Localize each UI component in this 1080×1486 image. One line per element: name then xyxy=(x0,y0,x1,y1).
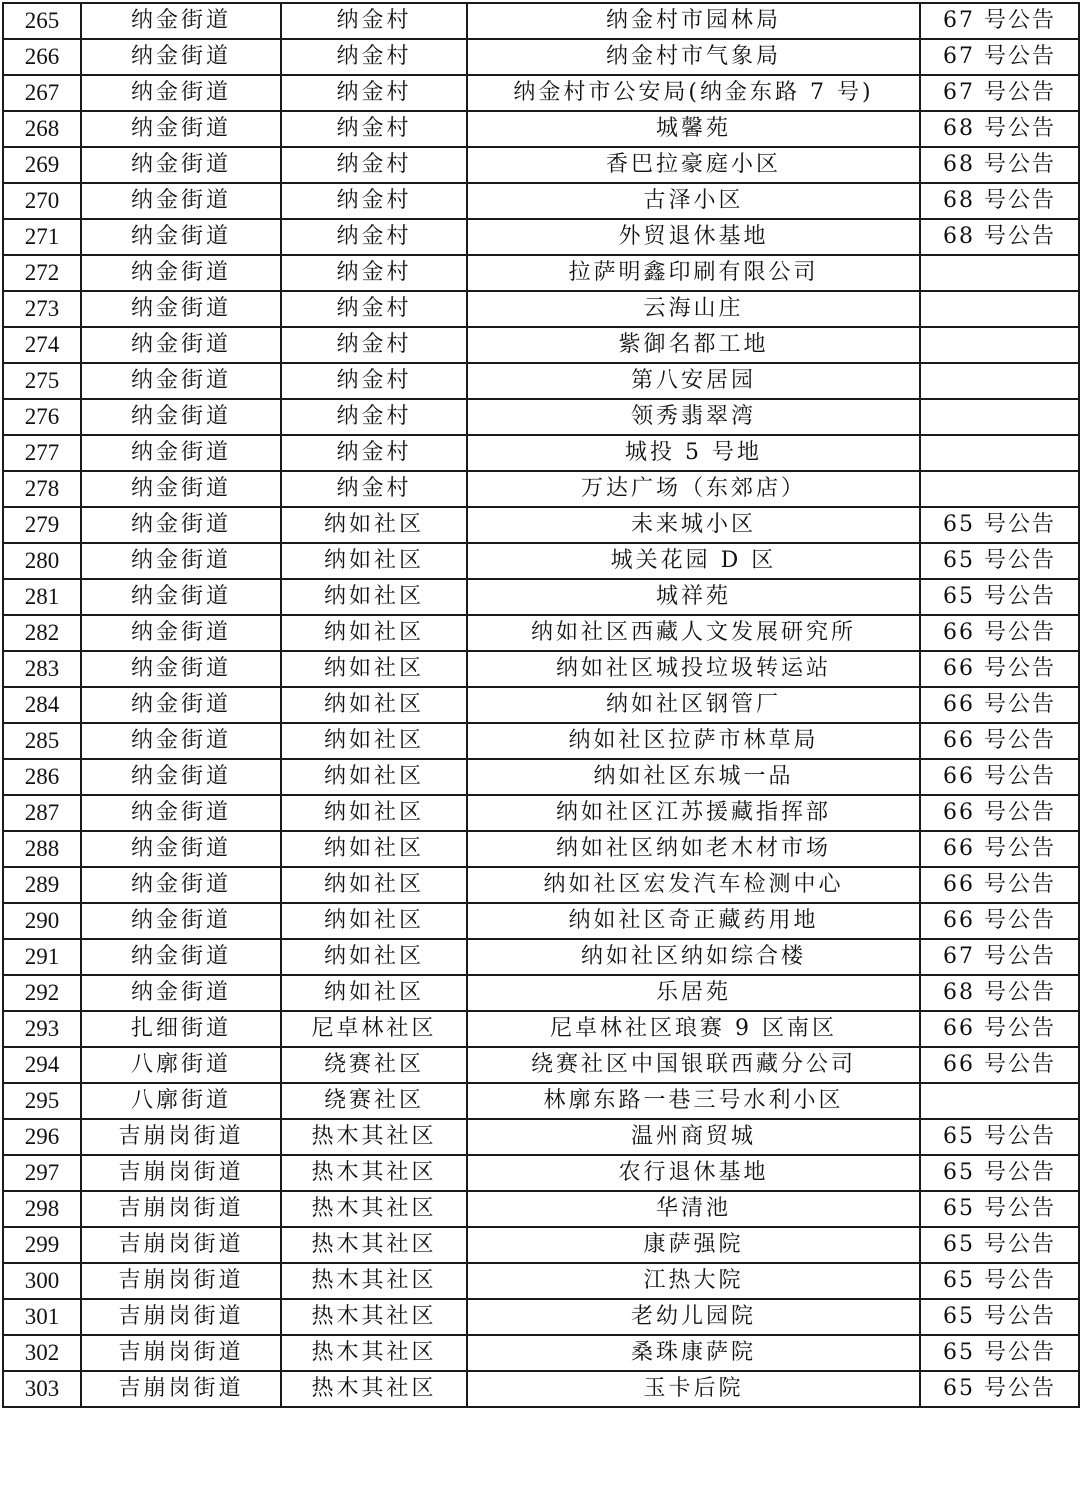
table-row xyxy=(3,147,1079,183)
row-number: 267 xyxy=(3,75,81,111)
notice-cell: 65 号公告 xyxy=(920,1227,1079,1263)
table-row xyxy=(3,255,1079,291)
subdistrict-cell: 纳金街道 xyxy=(81,75,281,111)
subdistrict-cell: 纳金街道 xyxy=(81,3,281,39)
location-cell: 外贸退休基地 xyxy=(467,219,920,255)
row-number: 298 xyxy=(3,1191,81,1227)
subdistrict-cell: 纳金街道 xyxy=(81,399,281,435)
notice-cell: 66 号公告 xyxy=(920,867,1079,903)
row-number: 286 xyxy=(3,759,81,795)
row-number: 291 xyxy=(3,939,81,975)
notice-cell: 68 号公告 xyxy=(920,219,1079,255)
community-cell: 纳如社区 xyxy=(281,615,467,651)
subdistrict-cell: 纳金街道 xyxy=(81,795,281,831)
table-row xyxy=(3,1299,1079,1335)
row-number: 296 xyxy=(3,1119,81,1155)
subdistrict-cell: 纳金街道 xyxy=(81,579,281,615)
notice-cell: 66 号公告 xyxy=(920,1047,1079,1083)
table-row xyxy=(3,111,1079,147)
community-cell: 纳金村 xyxy=(281,435,467,471)
table-row xyxy=(3,1155,1079,1191)
location-cell: 绕赛社区中国银联西藏分公司 xyxy=(467,1047,920,1083)
table-row xyxy=(3,1191,1079,1227)
community-cell: 纳金村 xyxy=(281,327,467,363)
table-row xyxy=(3,975,1079,1011)
subdistrict-cell: 纳金街道 xyxy=(81,507,281,543)
community-cell: 纳如社区 xyxy=(281,939,467,975)
notice-cell: 65 号公告 xyxy=(920,579,1079,615)
community-cell: 纳金村 xyxy=(281,471,467,507)
row-number: 285 xyxy=(3,723,81,759)
subdistrict-cell: 八廓街道 xyxy=(81,1047,281,1083)
subdistrict-cell: 纳金街道 xyxy=(81,39,281,75)
row-number: 300 xyxy=(3,1263,81,1299)
row-number: 280 xyxy=(3,543,81,579)
row-number: 279 xyxy=(3,507,81,543)
table-row xyxy=(3,1083,1079,1119)
table-row xyxy=(3,1119,1079,1155)
row-number: 289 xyxy=(3,867,81,903)
location-cell: 纳如社区钢管厂 xyxy=(467,687,920,723)
notice-cell xyxy=(920,435,1079,471)
location-cell: 纳如社区宏发汽车检测中心 xyxy=(467,867,920,903)
row-number: 272 xyxy=(3,255,81,291)
community-cell: 热木其社区 xyxy=(281,1227,467,1263)
table-row xyxy=(3,1335,1079,1371)
table-row xyxy=(3,1011,1079,1047)
row-number: 287 xyxy=(3,795,81,831)
notice-cell: 66 号公告 xyxy=(920,903,1079,939)
notice-cell: 67 号公告 xyxy=(920,75,1079,111)
community-cell: 纳金村 xyxy=(281,255,467,291)
community-cell: 纳如社区 xyxy=(281,687,467,723)
notice-cell xyxy=(920,1083,1079,1119)
row-number: 271 xyxy=(3,219,81,255)
table-row xyxy=(3,615,1079,651)
table-row xyxy=(3,1227,1079,1263)
notice-cell: 66 号公告 xyxy=(920,651,1079,687)
subdistrict-cell: 纳金街道 xyxy=(81,651,281,687)
location-cell: 拉萨明鑫印刷有限公司 xyxy=(467,255,920,291)
subdistrict-cell: 纳金街道 xyxy=(81,255,281,291)
notice-cell: 66 号公告 xyxy=(920,615,1079,651)
notice-cell: 66 号公告 xyxy=(920,687,1079,723)
subdistrict-cell: 纳金街道 xyxy=(81,615,281,651)
table-row xyxy=(3,579,1079,615)
location-cell: 古泽小区 xyxy=(467,183,920,219)
community-cell: 纳如社区 xyxy=(281,831,467,867)
location-cell: 华清池 xyxy=(467,1191,920,1227)
table-row xyxy=(3,1047,1079,1083)
notice-cell xyxy=(920,399,1079,435)
row-number: 299 xyxy=(3,1227,81,1263)
row-number: 268 xyxy=(3,111,81,147)
table-row xyxy=(3,795,1079,831)
subdistrict-cell: 纳金街道 xyxy=(81,291,281,327)
table-row xyxy=(3,831,1079,867)
subdistrict-cell: 纳金街道 xyxy=(81,219,281,255)
subdistrict-cell: 纳金街道 xyxy=(81,831,281,867)
location-cell: 城祥苑 xyxy=(467,579,920,615)
row-number: 294 xyxy=(3,1047,81,1083)
row-number: 274 xyxy=(3,327,81,363)
community-cell: 热木其社区 xyxy=(281,1371,467,1407)
row-number: 283 xyxy=(3,651,81,687)
subdistrict-cell: 纳金街道 xyxy=(81,327,281,363)
location-cell: 玉卡后院 xyxy=(467,1371,920,1407)
notice-cell: 65 号公告 xyxy=(920,507,1079,543)
subdistrict-cell: 纳金街道 xyxy=(81,435,281,471)
table-row xyxy=(3,291,1079,327)
location-cell: 紫御名都工地 xyxy=(467,327,920,363)
notice-cell xyxy=(920,471,1079,507)
subdistrict-cell: 吉崩岗街道 xyxy=(81,1263,281,1299)
notice-cell: 66 号公告 xyxy=(920,1011,1079,1047)
notice-cell: 65 号公告 xyxy=(920,1155,1079,1191)
subdistrict-cell: 吉崩岗街道 xyxy=(81,1335,281,1371)
row-number: 275 xyxy=(3,363,81,399)
community-cell: 纳金村 xyxy=(281,147,467,183)
community-cell: 尼卓林社区 xyxy=(281,1011,467,1047)
subdistrict-cell: 纳金街道 xyxy=(81,147,281,183)
community-cell: 热木其社区 xyxy=(281,1299,467,1335)
notice-cell: 68 号公告 xyxy=(920,111,1079,147)
row-number: 297 xyxy=(3,1155,81,1191)
location-cell: 未来城小区 xyxy=(467,507,920,543)
location-cell: 农行退休基地 xyxy=(467,1155,920,1191)
row-number: 269 xyxy=(3,147,81,183)
notice-cell xyxy=(920,291,1079,327)
notice-cell: 65 号公告 xyxy=(920,1263,1079,1299)
location-cell: 康萨强院 xyxy=(467,1227,920,1263)
community-cell: 纳如社区 xyxy=(281,579,467,615)
location-cell: 城馨苑 xyxy=(467,111,920,147)
community-cell: 纳如社区 xyxy=(281,867,467,903)
subdistrict-cell: 吉崩岗街道 xyxy=(81,1191,281,1227)
notice-cell: 65 号公告 xyxy=(920,1119,1079,1155)
row-number: 277 xyxy=(3,435,81,471)
community-cell: 纳金村 xyxy=(281,363,467,399)
community-cell: 纳如社区 xyxy=(281,975,467,1011)
subdistrict-cell: 纳金街道 xyxy=(81,687,281,723)
subdistrict-cell: 纳金街道 xyxy=(81,903,281,939)
table-row xyxy=(3,39,1079,75)
row-number: 273 xyxy=(3,291,81,327)
document-table-container xyxy=(2,2,1078,1408)
location-cell: 纳如社区城投垃圾转运站 xyxy=(467,651,920,687)
notice-cell: 66 号公告 xyxy=(920,795,1079,831)
row-number: 282 xyxy=(3,615,81,651)
community-cell: 纳金村 xyxy=(281,219,467,255)
community-cell: 纳金村 xyxy=(281,3,467,39)
table-body xyxy=(3,3,1079,1407)
community-cell: 纳金村 xyxy=(281,399,467,435)
location-cell: 老幼儿园院 xyxy=(467,1299,920,1335)
subdistrict-cell: 纳金街道 xyxy=(81,111,281,147)
location-cell: 纳金村市气象局 xyxy=(467,39,920,75)
notice-cell: 65 号公告 xyxy=(920,543,1079,579)
row-number: 288 xyxy=(3,831,81,867)
subdistrict-cell: 纳金街道 xyxy=(81,543,281,579)
location-cell: 纳如社区纳如老木材市场 xyxy=(467,831,920,867)
table-row xyxy=(3,543,1079,579)
subdistrict-cell: 纳金街道 xyxy=(81,183,281,219)
subdistrict-cell: 纳金街道 xyxy=(81,939,281,975)
community-cell: 纳如社区 xyxy=(281,723,467,759)
row-number: 281 xyxy=(3,579,81,615)
closure-list-table xyxy=(2,2,1080,1408)
row-number: 301 xyxy=(3,1299,81,1335)
table-row xyxy=(3,723,1079,759)
community-cell: 纳如社区 xyxy=(281,759,467,795)
table-row xyxy=(3,399,1079,435)
row-number: 303 xyxy=(3,1371,81,1407)
table-row xyxy=(3,903,1079,939)
row-number: 270 xyxy=(3,183,81,219)
location-cell: 纳如社区西藏人文发展研究所 xyxy=(467,615,920,651)
location-cell: 桑珠康萨院 xyxy=(467,1335,920,1371)
community-cell: 热木其社区 xyxy=(281,1191,467,1227)
location-cell: 纳如社区东城一品 xyxy=(467,759,920,795)
community-cell: 纳如社区 xyxy=(281,507,467,543)
notice-cell: 66 号公告 xyxy=(920,759,1079,795)
row-number: 295 xyxy=(3,1083,81,1119)
row-number: 266 xyxy=(3,39,81,75)
community-cell: 热木其社区 xyxy=(281,1155,467,1191)
notice-cell: 68 号公告 xyxy=(920,147,1079,183)
notice-cell xyxy=(920,327,1079,363)
location-cell: 温州商贸城 xyxy=(467,1119,920,1155)
community-cell: 纳金村 xyxy=(281,39,467,75)
location-cell: 纳如社区奇正藏药用地 xyxy=(467,903,920,939)
location-cell: 万达广场（东郊店） xyxy=(467,471,920,507)
table-row xyxy=(3,1263,1079,1299)
subdistrict-cell: 吉崩岗街道 xyxy=(81,1371,281,1407)
notice-cell: 67 号公告 xyxy=(920,939,1079,975)
location-cell: 云海山庄 xyxy=(467,291,920,327)
location-cell: 纳金村市园林局 xyxy=(467,3,920,39)
subdistrict-cell: 纳金街道 xyxy=(81,867,281,903)
community-cell: 纳金村 xyxy=(281,111,467,147)
row-number: 278 xyxy=(3,471,81,507)
subdistrict-cell: 纳金街道 xyxy=(81,363,281,399)
community-cell: 纳金村 xyxy=(281,183,467,219)
table-row xyxy=(3,363,1079,399)
community-cell: 纳如社区 xyxy=(281,543,467,579)
row-number: 290 xyxy=(3,903,81,939)
table-row xyxy=(3,687,1079,723)
table-row xyxy=(3,219,1079,255)
subdistrict-cell: 纳金街道 xyxy=(81,723,281,759)
community-cell: 绕赛社区 xyxy=(281,1047,467,1083)
table-row xyxy=(3,471,1079,507)
location-cell: 城投 5 号地 xyxy=(467,435,920,471)
location-cell: 纳金村市公安局(纳金东路 7 号) xyxy=(467,75,920,111)
community-cell: 热木其社区 xyxy=(281,1335,467,1371)
notice-cell: 67 号公告 xyxy=(920,3,1079,39)
subdistrict-cell: 扎细街道 xyxy=(81,1011,281,1047)
community-cell: 纳如社区 xyxy=(281,795,467,831)
table-row xyxy=(3,507,1079,543)
table-row xyxy=(3,183,1079,219)
table-row xyxy=(3,651,1079,687)
table-row xyxy=(3,75,1079,111)
table-row xyxy=(3,867,1079,903)
location-cell: 纳如社区纳如综合楼 xyxy=(467,939,920,975)
notice-cell xyxy=(920,363,1079,399)
community-cell: 纳如社区 xyxy=(281,651,467,687)
row-number: 276 xyxy=(3,399,81,435)
location-cell: 领秀翡翠湾 xyxy=(467,399,920,435)
subdistrict-cell: 吉崩岗街道 xyxy=(81,1155,281,1191)
community-cell: 纳金村 xyxy=(281,75,467,111)
location-cell: 江热大院 xyxy=(467,1263,920,1299)
community-cell: 热木其社区 xyxy=(281,1119,467,1155)
table-row xyxy=(3,759,1079,795)
row-number: 293 xyxy=(3,1011,81,1047)
location-cell: 乐居苑 xyxy=(467,975,920,1011)
community-cell: 纳金村 xyxy=(281,291,467,327)
subdistrict-cell: 吉崩岗街道 xyxy=(81,1299,281,1335)
notice-cell: 68 号公告 xyxy=(920,183,1079,219)
subdistrict-cell: 八廓街道 xyxy=(81,1083,281,1119)
notice-cell: 66 号公告 xyxy=(920,831,1079,867)
community-cell: 绕赛社区 xyxy=(281,1083,467,1119)
row-number: 292 xyxy=(3,975,81,1011)
notice-cell: 65 号公告 xyxy=(920,1371,1079,1407)
location-cell: 第八安居园 xyxy=(467,363,920,399)
subdistrict-cell: 纳金街道 xyxy=(81,975,281,1011)
table-row xyxy=(3,435,1079,471)
subdistrict-cell: 纳金街道 xyxy=(81,759,281,795)
location-cell: 城关花园 D 区 xyxy=(467,543,920,579)
notice-cell: 68 号公告 xyxy=(920,975,1079,1011)
notice-cell xyxy=(920,255,1079,291)
location-cell: 香巴拉豪庭小区 xyxy=(467,147,920,183)
row-number: 284 xyxy=(3,687,81,723)
subdistrict-cell: 吉崩岗街道 xyxy=(81,1119,281,1155)
community-cell: 纳如社区 xyxy=(281,903,467,939)
table-row xyxy=(3,327,1079,363)
notice-cell: 67 号公告 xyxy=(920,39,1079,75)
notice-cell: 66 号公告 xyxy=(920,723,1079,759)
subdistrict-cell: 纳金街道 xyxy=(81,471,281,507)
location-cell: 尼卓林社区琅赛 9 区南区 xyxy=(467,1011,920,1047)
subdistrict-cell: 吉崩岗街道 xyxy=(81,1227,281,1263)
location-cell: 林廓东路一巷三号水利小区 xyxy=(467,1083,920,1119)
table-row xyxy=(3,1371,1079,1407)
notice-cell: 65 号公告 xyxy=(920,1335,1079,1371)
row-number: 302 xyxy=(3,1335,81,1371)
row-number: 265 xyxy=(3,3,81,39)
table-row xyxy=(3,3,1079,39)
community-cell: 热木其社区 xyxy=(281,1263,467,1299)
location-cell: 纳如社区江苏援藏指挥部 xyxy=(467,795,920,831)
notice-cell: 65 号公告 xyxy=(920,1299,1079,1335)
table-row xyxy=(3,939,1079,975)
notice-cell: 65 号公告 xyxy=(920,1191,1079,1227)
location-cell: 纳如社区拉萨市林草局 xyxy=(467,723,920,759)
